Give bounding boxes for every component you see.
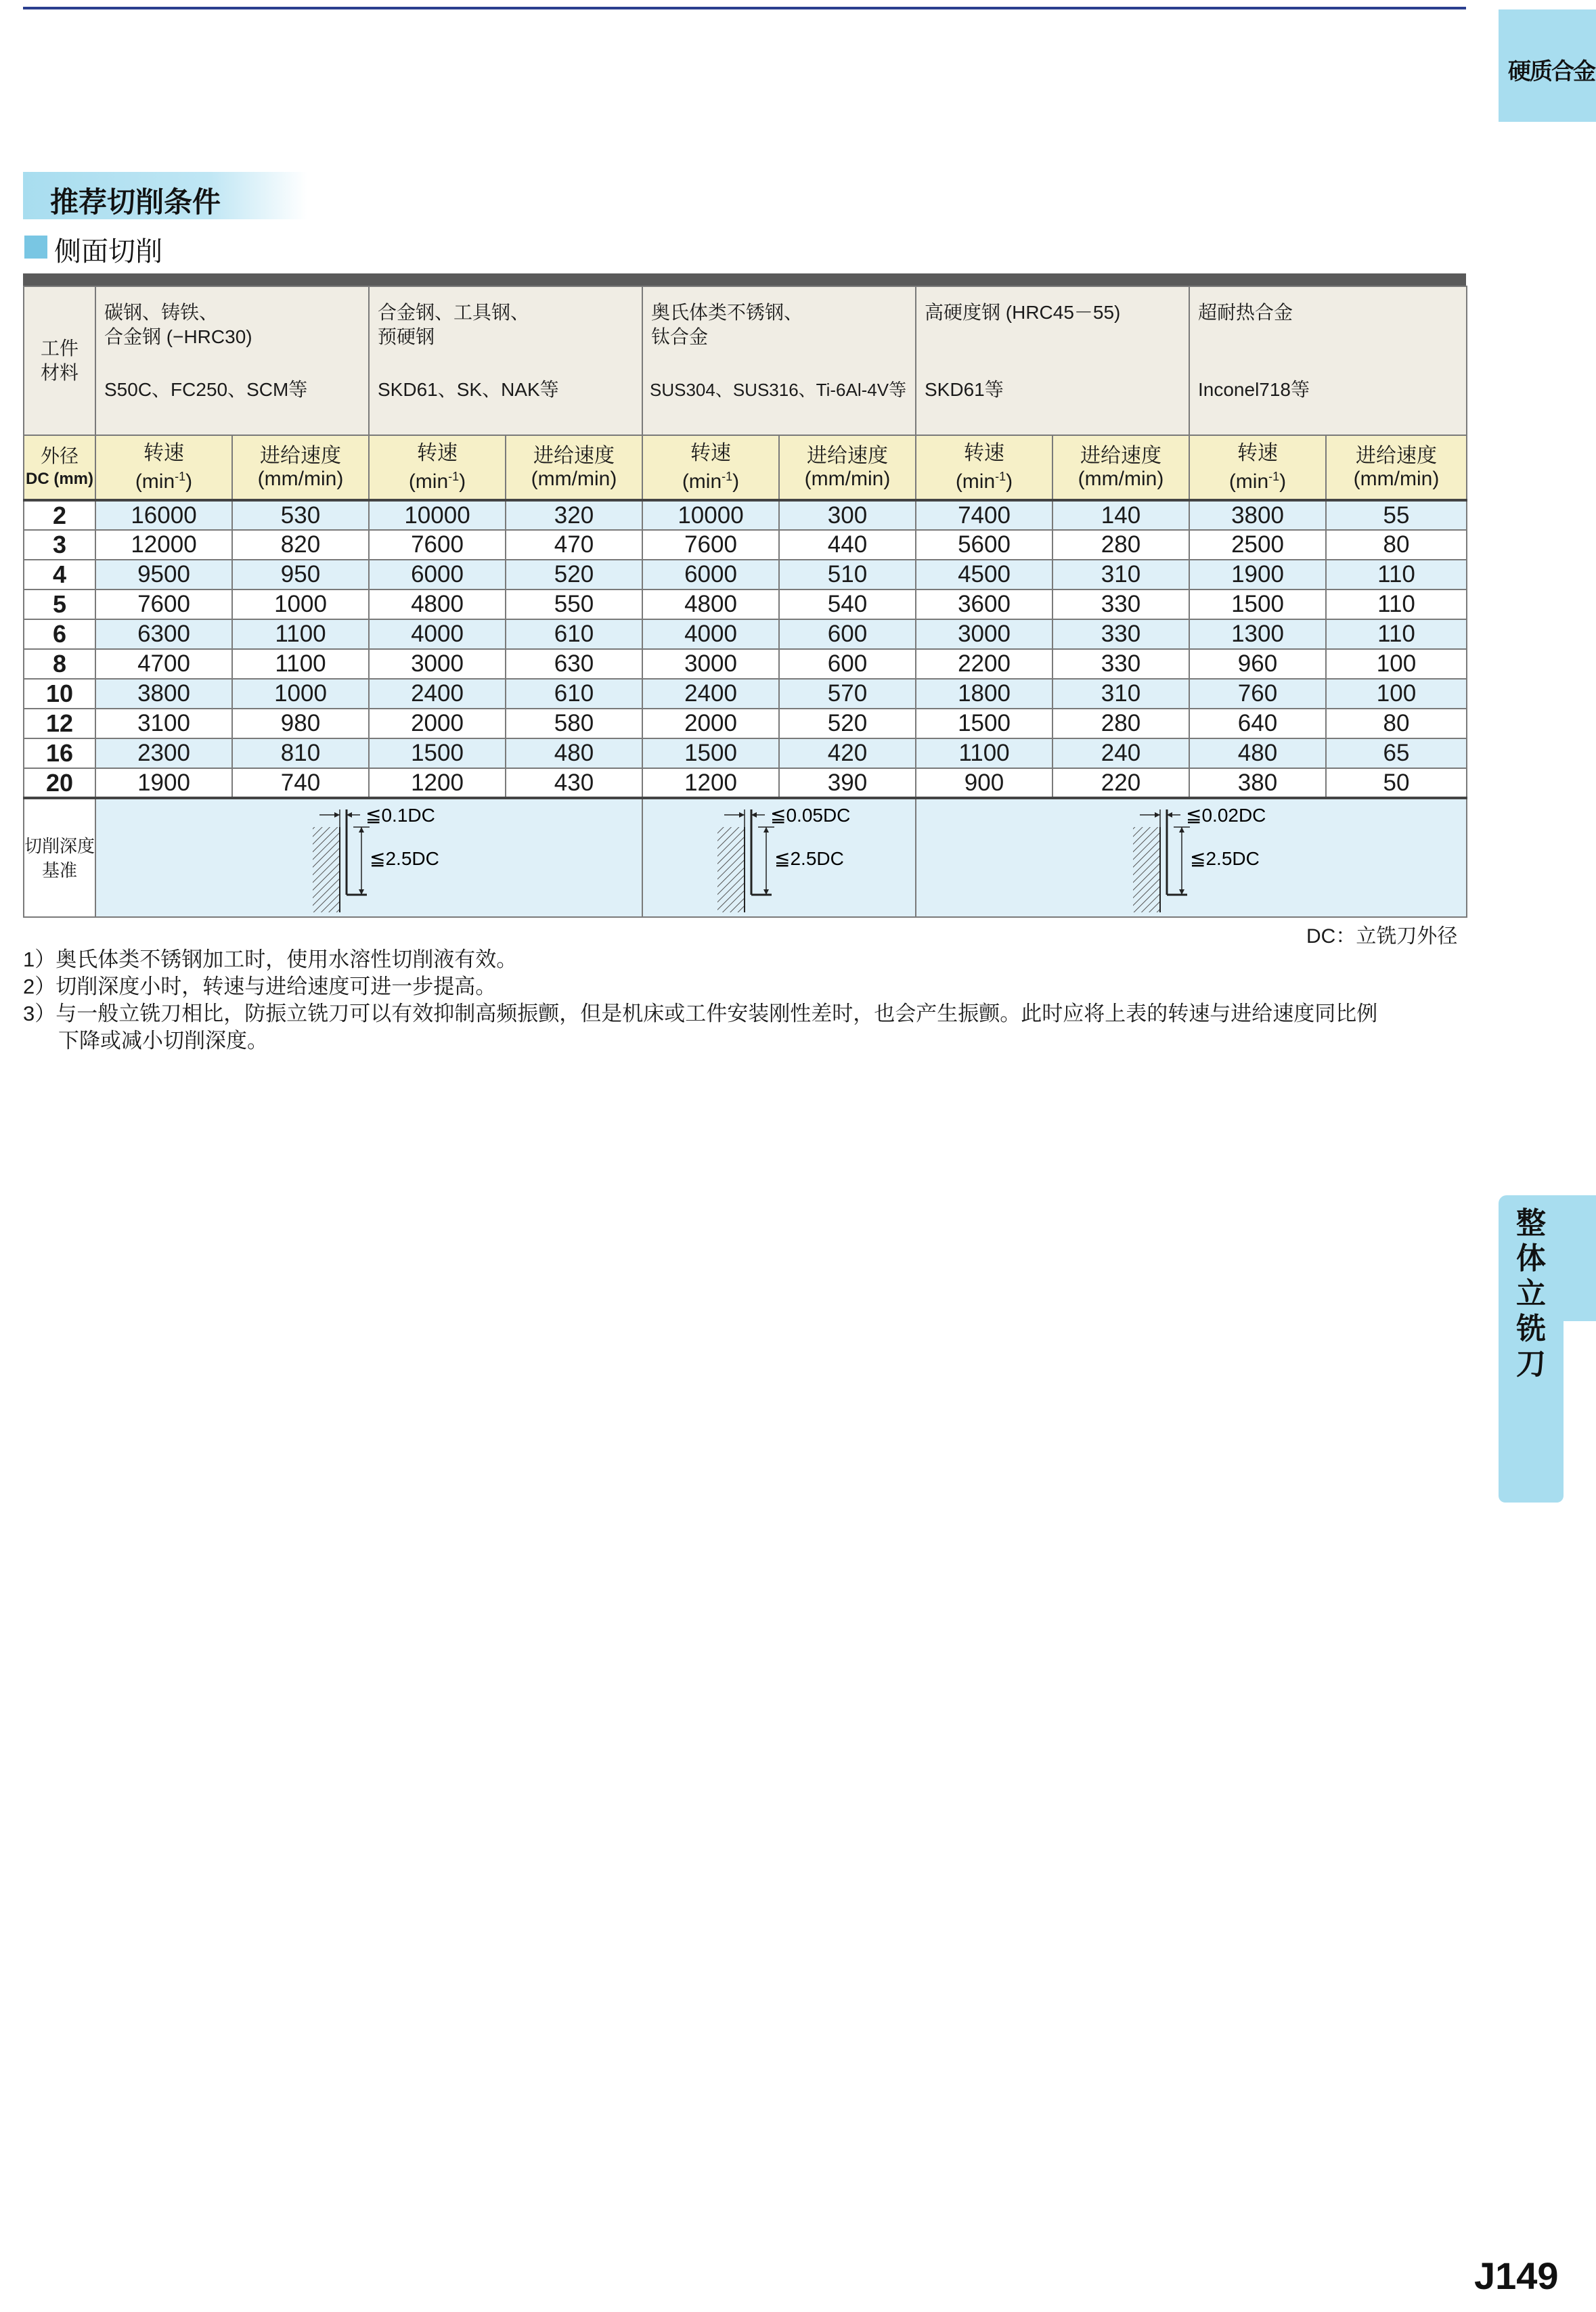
feed-value: 80 bbox=[1326, 709, 1467, 738]
side-tab-endmill-label: 整体立铣刀 bbox=[1516, 1207, 1546, 1381]
speed-value: 2000 bbox=[369, 709, 506, 738]
dc-value: 10 bbox=[24, 679, 95, 709]
speed-value: 4000 bbox=[369, 619, 506, 649]
section-title bbox=[23, 172, 307, 219]
speed-header-label: 转速 bbox=[690, 441, 731, 464]
footnote-2: 2）切削深度小时，转速与进给速度可进一步提高。 bbox=[23, 975, 497, 998]
speed-value: 5600 bbox=[916, 530, 1052, 560]
speed-value: 1900 bbox=[1189, 560, 1326, 590]
dc-value: 5 bbox=[24, 590, 95, 619]
feed-value: 600 bbox=[779, 649, 916, 679]
feed-value: 530 bbox=[232, 500, 369, 530]
depth-diagram-icon bbox=[96, 800, 643, 916]
feed-value: 110 bbox=[1326, 560, 1467, 590]
feed-header bbox=[779, 435, 916, 500]
dc-value: 3 bbox=[24, 530, 95, 560]
feed-value: 110 bbox=[1326, 590, 1467, 619]
feed-value: 280 bbox=[1052, 709, 1189, 738]
feed-header-unit: (mm/min) bbox=[804, 467, 891, 490]
dc-value: 2 bbox=[24, 500, 95, 530]
speed-value: 1500 bbox=[642, 738, 779, 768]
footnote-3-cont: 下降或减小切削深度。 bbox=[58, 1029, 268, 1052]
speed-value: 3800 bbox=[1189, 500, 1326, 530]
top-rule bbox=[23, 7, 1466, 9]
feed-value: 310 bbox=[1052, 679, 1189, 709]
speed-value: 960 bbox=[1189, 649, 1326, 679]
speed-value: 3000 bbox=[642, 649, 779, 679]
feed-value: 1000 bbox=[232, 679, 369, 709]
feed-value: 55 bbox=[1326, 500, 1467, 530]
speed-value: 2500 bbox=[1189, 530, 1326, 560]
feed-value: 330 bbox=[1052, 619, 1189, 649]
material-cell bbox=[1189, 286, 1467, 435]
feed-header-label: 进给速度 bbox=[260, 444, 341, 467]
speed-header-label: 转速 bbox=[964, 441, 1004, 464]
speed-value: 12000 bbox=[95, 530, 232, 560]
feed-value: 980 bbox=[232, 709, 369, 738]
feed-header-label: 进给速度 bbox=[533, 444, 615, 467]
feed-value: 950 bbox=[232, 560, 369, 590]
feed-value: 1100 bbox=[232, 649, 369, 679]
feed-value: 1100 bbox=[232, 619, 369, 649]
speed-value: 4700 bbox=[95, 649, 232, 679]
speed-value: 1800 bbox=[916, 679, 1052, 709]
radial-depth-label: ≦0.02DC bbox=[1186, 804, 1266, 826]
footnotes bbox=[23, 946, 1471, 1054]
speed-header-unit: $(\min^{-1})$ bbox=[955, 469, 1013, 493]
feed-value: 580 bbox=[506, 709, 642, 738]
table-row bbox=[24, 560, 1467, 590]
dc-value: 6 bbox=[24, 619, 95, 649]
speed-value: 3800 bbox=[95, 679, 232, 709]
speed-header-unit: $(\min^{-1})$ bbox=[408, 469, 466, 493]
feed-header bbox=[506, 435, 642, 500]
feed-value: 610 bbox=[506, 679, 642, 709]
speed-value: 4800 bbox=[369, 590, 506, 619]
table-row bbox=[24, 768, 1467, 798]
dc-header bbox=[24, 435, 95, 500]
column-header-row bbox=[24, 435, 1467, 500]
feed-value: 520 bbox=[779, 709, 916, 738]
feed-header-unit: (mm/min) bbox=[1078, 467, 1164, 490]
material-name: 碳钢、铸铁、 合金钢 (−HRC30) bbox=[104, 302, 252, 347]
material-cell bbox=[916, 286, 1189, 435]
table-row bbox=[24, 709, 1467, 738]
feed-header-unit: (mm/min) bbox=[257, 467, 344, 490]
speed-header-unit: $(\min^{-1})$ bbox=[682, 469, 740, 493]
speed-header-label: 转速 bbox=[1237, 441, 1278, 464]
speed-header bbox=[916, 435, 1052, 500]
depth-diagram-icon bbox=[916, 800, 1463, 916]
material-grade: SUS304、SUS316、Ti-6Al-4V等 bbox=[650, 380, 907, 400]
dc-value: 4 bbox=[24, 560, 95, 590]
side-tab-carbide[interactable] bbox=[1499, 9, 1596, 122]
speed-value: 2000 bbox=[642, 709, 779, 738]
material-grade: Inconel718等 bbox=[1198, 379, 1310, 400]
feed-value: 510 bbox=[779, 560, 916, 590]
radial-depth-label: ≦0.1DC bbox=[365, 804, 435, 826]
speed-value: 640 bbox=[1189, 709, 1326, 738]
axial-depth-label: ≦2.5DC bbox=[1190, 847, 1260, 869]
feed-value: 65 bbox=[1326, 738, 1467, 768]
table-row bbox=[24, 590, 1467, 619]
feed-value: 390 bbox=[779, 768, 916, 798]
speed-value: 4800 bbox=[642, 590, 779, 619]
speed-value: 7400 bbox=[916, 500, 1052, 530]
speed-header-label: 转速 bbox=[143, 441, 184, 464]
speed-header-unit: $(\min^{-1})$ bbox=[1228, 469, 1287, 493]
speed-value: 3100 bbox=[95, 709, 232, 738]
dc-value: 12 bbox=[24, 709, 95, 738]
feed-value: 110 bbox=[1326, 619, 1467, 649]
feed-value: 520 bbox=[506, 560, 642, 590]
feed-value: 220 bbox=[1052, 768, 1189, 798]
feed-value: 570 bbox=[779, 679, 916, 709]
cutting-conditions-table bbox=[23, 273, 1466, 918]
speed-value: 6000 bbox=[369, 560, 506, 590]
speed-value: 9500 bbox=[95, 560, 232, 590]
speed-value: 7600 bbox=[95, 590, 232, 619]
page-number: J149 bbox=[1474, 2254, 1559, 2297]
material-row bbox=[24, 286, 1467, 435]
dc-value: 8 bbox=[24, 649, 95, 679]
speed-value: 1500 bbox=[916, 709, 1052, 738]
depth-diagram-cell bbox=[916, 798, 1467, 917]
feed-header bbox=[1326, 435, 1467, 500]
dc-header-top: 外径 bbox=[40, 445, 79, 466]
speed-value: 1500 bbox=[369, 738, 506, 768]
feed-value: 320 bbox=[506, 500, 642, 530]
material-cell bbox=[642, 286, 916, 435]
feed-header-label: 进给速度 bbox=[807, 444, 888, 467]
speed-value: 7600 bbox=[369, 530, 506, 560]
speed-value: 10000 bbox=[369, 500, 506, 530]
speed-header bbox=[1189, 435, 1326, 500]
material-cell bbox=[369, 286, 642, 435]
feed-value: 50 bbox=[1326, 768, 1467, 798]
depth-diagram-cell bbox=[642, 798, 916, 917]
material-grade: S50C、FC250、SCM等 bbox=[104, 379, 308, 400]
material-name: 合金钢、工具钢、 预硬钢 bbox=[378, 302, 530, 347]
speed-value: 1200 bbox=[369, 768, 506, 798]
speed-value: 4000 bbox=[642, 619, 779, 649]
material-cell bbox=[95, 286, 369, 435]
feed-header bbox=[232, 435, 369, 500]
feed-header bbox=[1052, 435, 1189, 500]
feed-value: 540 bbox=[779, 590, 916, 619]
dc-value: 20 bbox=[24, 768, 95, 798]
subtitle-square-icon bbox=[24, 236, 47, 259]
speed-value: 7600 bbox=[642, 530, 779, 560]
feed-value: 280 bbox=[1052, 530, 1189, 560]
speed-value: 1300 bbox=[1189, 619, 1326, 649]
feed-header-unit: (mm/min) bbox=[531, 467, 617, 490]
table-row bbox=[24, 530, 1467, 560]
speed-value: 1100 bbox=[916, 738, 1052, 768]
speed-value: 2300 bbox=[95, 738, 232, 768]
feed-value: 600 bbox=[779, 619, 916, 649]
speed-value: 480 bbox=[1189, 738, 1326, 768]
axial-depth-label: ≦2.5DC bbox=[774, 847, 844, 869]
feed-value: 100 bbox=[1326, 649, 1467, 679]
speed-value: 760 bbox=[1189, 679, 1326, 709]
axial-depth-label: ≦2.5DC bbox=[370, 847, 439, 869]
feed-value: 140 bbox=[1052, 500, 1189, 530]
table-row bbox=[24, 738, 1467, 768]
feed-value: 330 bbox=[1052, 649, 1189, 679]
speed-value: 2200 bbox=[916, 649, 1052, 679]
table-row bbox=[24, 619, 1467, 649]
table-row bbox=[24, 679, 1467, 709]
feed-value: 100 bbox=[1326, 679, 1467, 709]
speed-value: 1500 bbox=[1189, 590, 1326, 619]
depth-diagram-cell bbox=[95, 798, 642, 917]
speed-header bbox=[95, 435, 232, 500]
material-name: 奥氏体类不锈钢、 钛合金 bbox=[651, 302, 803, 347]
feed-value: 630 bbox=[506, 649, 642, 679]
speed-header bbox=[369, 435, 506, 500]
feed-value: 610 bbox=[506, 619, 642, 649]
subtitle-text: 侧面切削 bbox=[54, 237, 162, 267]
feed-value: 310 bbox=[1052, 560, 1189, 590]
depth-row bbox=[24, 798, 1467, 917]
material-grade: SKD61等 bbox=[925, 379, 1004, 400]
material-label: 工件 材料 bbox=[24, 286, 95, 435]
feed-value: 440 bbox=[779, 530, 916, 560]
feed-value: 1000 bbox=[232, 590, 369, 619]
feed-value: 470 bbox=[506, 530, 642, 560]
material-grade: SKD61、SK、NAK等 bbox=[378, 379, 559, 400]
side-tab-carbide-label: 硬质合金 bbox=[1508, 59, 1595, 85]
speed-value: 3600 bbox=[916, 590, 1052, 619]
dc-note: DC：立铣刀外径 bbox=[1306, 925, 1458, 948]
depth-label: 切削深度 基准 bbox=[24, 798, 95, 917]
feed-value: 300 bbox=[779, 500, 916, 530]
speed-value: 900 bbox=[916, 768, 1052, 798]
speed-value: 1900 bbox=[95, 768, 232, 798]
material-name: 高硬度钢 (HRC45－55) bbox=[925, 302, 1121, 323]
feed-value: 820 bbox=[232, 530, 369, 560]
speed-value: 380 bbox=[1189, 768, 1326, 798]
speed-value: 6000 bbox=[642, 560, 779, 590]
speed-value: 3000 bbox=[369, 649, 506, 679]
feed-value: 480 bbox=[506, 738, 642, 768]
speed-value: 10000 bbox=[642, 500, 779, 530]
speed-value: 16000 bbox=[95, 500, 232, 530]
speed-header-unit: $(\min^{-1})$ bbox=[135, 469, 193, 493]
feed-value: 550 bbox=[506, 590, 642, 619]
feed-header-label: 进给速度 bbox=[1356, 444, 1437, 467]
speed-value: 6300 bbox=[95, 619, 232, 649]
footnote-1: 1）奥氏体类不锈钢加工时，使用水溶性切削液有效。 bbox=[23, 948, 518, 971]
dc-header-bottom: DC (mm) bbox=[26, 469, 93, 488]
speed-header-label: 转速 bbox=[417, 441, 458, 464]
feed-header-label: 进给速度 bbox=[1080, 444, 1161, 467]
speed-value: 3000 bbox=[916, 619, 1052, 649]
radial-depth-label: ≦0.05DC bbox=[770, 804, 851, 826]
dc-value: 16 bbox=[24, 738, 95, 768]
section-title-text: 推荐切削条件 bbox=[50, 186, 221, 218]
speed-value: 2400 bbox=[642, 679, 779, 709]
feed-value: 740 bbox=[232, 768, 369, 798]
feed-header-unit: (mm/min) bbox=[1353, 467, 1440, 490]
depth-diagram-icon bbox=[643, 800, 916, 916]
material-name: 超耐热合金 bbox=[1198, 302, 1293, 323]
speed-value: 1200 bbox=[642, 768, 779, 798]
table-row bbox=[24, 649, 1467, 679]
table-top-bar bbox=[23, 273, 1466, 286]
feed-value: 430 bbox=[506, 768, 642, 798]
speed-header bbox=[642, 435, 779, 500]
table-row bbox=[24, 500, 1467, 530]
feed-value: 330 bbox=[1052, 590, 1189, 619]
feed-value: 240 bbox=[1052, 738, 1189, 768]
speed-value: 4500 bbox=[916, 560, 1052, 590]
footnote-3: 3）与一般立铣刀相比，防振立铣刀可以有效抑制高频振颤，但是机床或工件安装刚性差时，也会产生振颤。此时应将上表的转速与进给速度同比例 bbox=[23, 1002, 1378, 1025]
speed-value: 2400 bbox=[369, 679, 506, 709]
feed-value: 810 bbox=[232, 738, 369, 768]
feed-value: 80 bbox=[1326, 530, 1467, 560]
feed-value: 420 bbox=[779, 738, 916, 768]
